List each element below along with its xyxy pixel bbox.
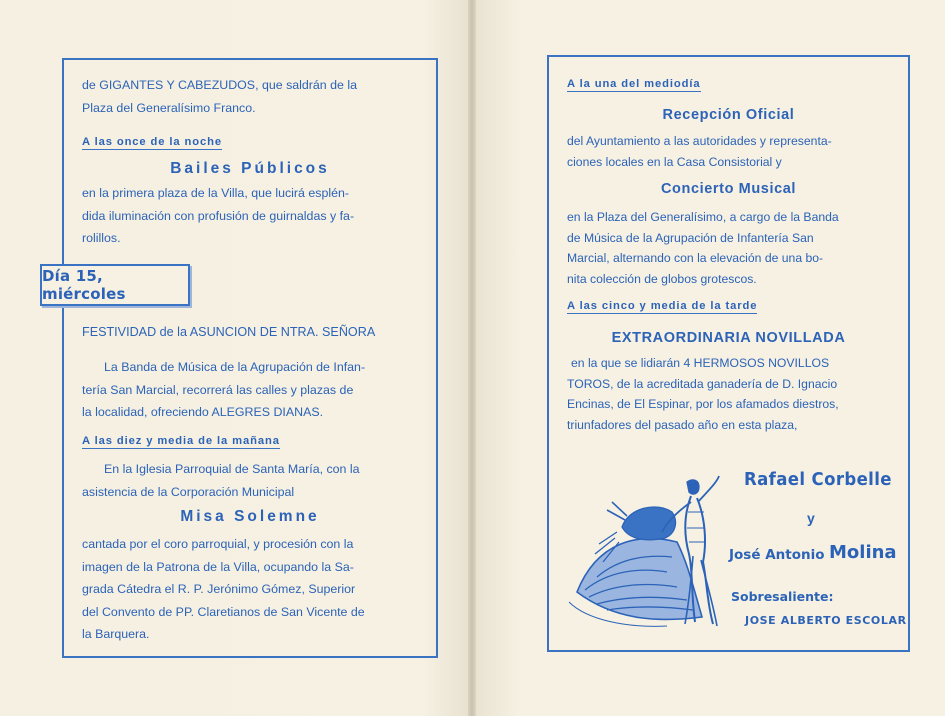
- text-line: del Ayuntamiento a las autoridades y representa-: [567, 134, 832, 148]
- text-line: ciones locales en la Casa Consistorial y: [567, 154, 782, 169]
- text-line: del Convento de PP. Claretianos de San Vicente de: [82, 604, 365, 619]
- dianas-paragraph: [82, 356, 420, 424]
- text-line: TOROS, de la acreditada ganadería de D. Ignacio: [567, 376, 838, 391]
- text-line: rolillos.: [82, 231, 121, 245]
- text-line: imagen de la Patrona de la Villa, ocupando la Sa-: [82, 559, 354, 574]
- sobresaliente-name: JOSE ALBERTO ESCOLAR: [745, 614, 907, 627]
- intro-paragraph: [82, 74, 420, 119]
- text-line: de GIGANTES Y CABEZUDOS, que saldrán de la: [82, 78, 358, 92]
- right-page-frame: [547, 55, 910, 652]
- date-label-box: Día 15, miércoles: [40, 264, 190, 306]
- text-line: Marcial, alternando con la elevación de una bo-: [567, 251, 824, 266]
- text-line: cantada por el coro parroquial, y procesión con la: [82, 537, 354, 551]
- heading-recepcion-oficial: Recepción Oficial: [662, 107, 795, 123]
- time-subheading-afternoon: A las cinco y media de la tarde: [567, 300, 758, 312]
- text-line: grada Cátedra el R. P. Jerónimo Gómez, Superior: [82, 582, 356, 596]
- recepcion-paragraph: [567, 131, 894, 172]
- time-subheading-noon: A la una del mediodía: [567, 78, 701, 90]
- festividad-heading: FESTIVIDAD de la ASUNCION DE NTRA. SEÑORA: [82, 325, 376, 339]
- text-line: la localidad, ofreciendo ALEGRES DIANAS.: [82, 405, 324, 419]
- torero-1-name: Rafael Corbelle: [744, 469, 892, 490]
- heading-concierto-musical: Concierto Musical: [660, 181, 797, 197]
- text-line: la Barquera.: [82, 627, 150, 641]
- text-line: Encinas, de El Espinar, por los afamados diestros,: [567, 397, 839, 412]
- torero-2-last-name: Molina: [829, 542, 897, 563]
- concierto-paragraph: [567, 207, 894, 289]
- text-line: La Banda de Música de la Agrupación de Infan-: [104, 360, 366, 374]
- text-line: de Música de la Agrupación de Infantería San: [567, 230, 814, 245]
- text-line: dida iluminación con profusión de guirnaldas y fa-: [82, 208, 355, 223]
- conjunction-y: y: [807, 510, 815, 526]
- text-line: Plaza del Generalísimo Franco.: [82, 100, 256, 115]
- text-line: en la que se lidiarán 4 HERMOSOS NOVILLOS: [571, 356, 830, 370]
- bullfighter-illustration: [567, 472, 737, 632]
- time-subheading-night: A las once de la noche: [82, 136, 222, 148]
- text-line: En la Iglesia Parroquial de Santa María, con la: [104, 462, 360, 476]
- text-line: tería San Marcial, recorrerá las calles y plazas de: [82, 382, 354, 397]
- iglesia-paragraph: [82, 458, 420, 503]
- heading-extraordinaria-novillada: EXTRAORDINARIA NOVILLADA: [611, 330, 846, 346]
- torero-2-first-name: José Antonio: [729, 547, 825, 563]
- time-subheading-morning: A las diez y media de la mañana: [82, 435, 280, 447]
- text-line: en la primera plaza de la Villa, que lucirá esplén-: [82, 186, 350, 200]
- misa-paragraph: [82, 533, 420, 646]
- left-page-frame: [62, 58, 438, 658]
- novillada-paragraph: [567, 333, 894, 435]
- bailes-paragraph: [82, 182, 420, 250]
- text-line: nita colección de globos grotescos.: [567, 271, 757, 286]
- sobresaliente-label: Sobresaliente:: [731, 589, 834, 604]
- heading-misa-solemne: Misa Solemne: [180, 508, 320, 525]
- text-line: en la Plaza del Generalísimo, a cargo de la Banda: [567, 210, 839, 224]
- text-line: asistencia de la Corporación Municipal: [82, 484, 295, 499]
- heading-bailes-publicos: Bailes Públicos: [170, 160, 330, 177]
- text-line: triunfadores del pasado año en esta plaza,: [567, 417, 798, 432]
- page-gutter: [468, 0, 476, 716]
